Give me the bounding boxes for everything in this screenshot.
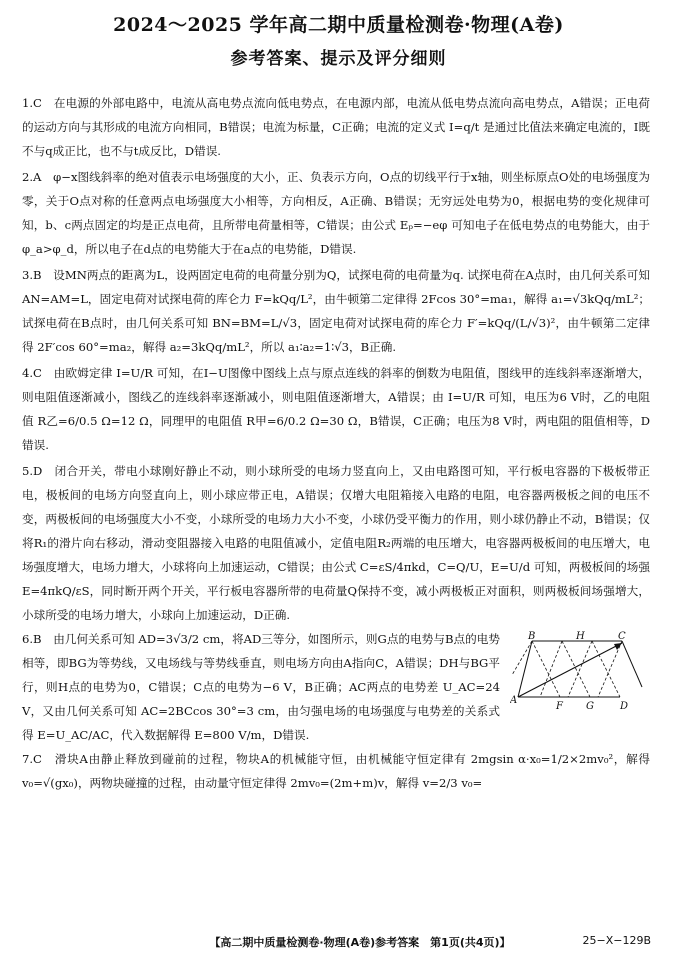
question-3: 3.B 设MN两点的距离为L，设两固定电荷的电荷量分别为Q，试探电荷的电荷量为q. 试探电荷在A点时，由几何关系可知 AN=AM=L，固定电荷对试探电荷的库仑力 F=kQq/L²，由牛顿第二定律得 2Fcos 30°=ma₁，解得 a₁=√3kQq/mL²；试探电荷在B点时，由几何关系可知 BN=BM=L/√3，固定电荷对试探电荷的库仑力 F′=kQq/(L/√3)²，由牛顿第二定律得 2F′cos 60°=ma₂，解得 a₂=3kQq/mL²，所以 a₁∶a₂=1∶√3，B正确. — [22, 268, 650, 354]
edge-ab — [518, 641, 532, 697]
label-h: H — [576, 631, 585, 642]
geometry-figure — [510, 631, 650, 713]
label-g: G — [586, 701, 594, 712]
dashed-line-4 — [512, 641, 532, 675]
label-a: A — [510, 695, 518, 706]
question-6-block — [22, 627, 650, 747]
label-f: F — [556, 701, 563, 712]
label-b: B — [528, 631, 536, 642]
answer-content — [22, 91, 650, 795]
edge-cd — [622, 641, 642, 687]
dashed-line-5 — [540, 641, 562, 697]
label-d: D — [620, 701, 629, 712]
page-title: 2024～2025 学年高二期中质量检测卷·物理(A卷) — [113, 14, 564, 36]
question-4: 4.C 由欧姆定律 I=U/R 可知，在I−U图像中图线上点与原点连线的斜率的倒数为电阻值，图线甲的连线斜率逐渐增大，则电阻值逐渐减小，图线乙的连线斜率逐渐减小，则电阻值逐渐增大，A错误；由 I=U/R 可知，电压为6 V时，乙的电阻值 R乙=6/0.5 Ω=12 Ω，同理甲的电阻值 R甲=6/0.2 Ω=30 Ω，B错误，C正确；电压为8 V时，两电阻的阻值相等，D错误. — [22, 366, 650, 452]
page-subtitle: 参考答案、提示及评分细则 — [230, 49, 447, 69]
question-6: 6.B 由几何关系可知 AD=3√3/2 cm，将AD三等分，如图所示，则G点的电势与B点的电势相等，即BG为等势线，又电场线与等势线垂直，则电场方向由A指向C，A错误；DH与BG平行，则H点的电势为0，C错误；C点的电势为−6 V，B正确；AC两点的电势差 U_AC=24 V，又由几何关系可知 AC=2BCcos 30°=3 cm，由匀强电场的电场强度与电势差的关系式得 E=U_AC/AC，代入数据解得 E=800 V/m，D错误. — [22, 632, 500, 742]
question-5: 5.D 闭合开关，带电小球刚好静止不动，则小球所受的电场力竖直向上，又由电路图可知，平行板电容器的下极板带正电，极板间的电场方向竖直向上，则小球应带正电，A错误；仅增大电阻箱接入电路的电阻，电容器两极板之间的电压不变，两极板间的电场强度大小不变，小球所受的电场力大小不变，小球仍受平衡力的作用，则小球仍静止不动，B错误；仅将R₁的滑片向右移动，滑动变阻器接入电路的电阻值减小，定值电阻R₂两端的电压增大，电容器两极板间的电压增大，电场强度增大，电场力增大，小球将向上加速运动，C错误；由公式 C=εS/4πkd，C=Q/U，E=U/d 可知，两极板间的场强 E=4πkQ/εS，同时断开两个开关，平行板电容器所带的电荷量Q保持不变，减小两极板正对面积，则两极板间场强增大，小球所受的电场力增大，小球向上加速运动，D正确. — [22, 464, 650, 622]
dashed-line-1 — [532, 641, 560, 697]
question-1: 1.C 在电源的外部电路中，电流从高电势点流向低电势点，在电源内部，电流从低电势点流向高电势点，A错误；正电荷的运动方向与其形成的电流方向相同，B错误；电流为标量，C正确；电流的定义式 I=q/t 是通过比值法来确定电流的，I既不与q成正比，也不与t成反比，D错误. — [22, 96, 650, 158]
footer-code: 25−X−129B — [582, 934, 651, 947]
question-2: 2.A φ−x图线斜率的绝对值表示电场强度的大小，正、负表示方向，O点的切线平行于x轴，则坐标原点O处的电场强度为零，关于O点对称的任意两点电场强度大小相等，方向相反，A正确、B错误；无穷远处电势为0，根据电势的变化规律可知，b、c两点固定的均是正点电荷，且所带电荷量相等，C错误；由公式 Eₚ=−eφ 可知电子在低电势点的电势能大，由于 φ_a>φ_d，所以电子在d点的电势能大于在a点的电势能，D错误. — [22, 170, 650, 256]
dashed-line-2 — [562, 641, 590, 697]
footer-page-info: 【高二期中质量检测卷·物理(A卷)参考答案 第1页(共4页)】 — [209, 936, 511, 949]
question-7: 7.C 滑块A由静止释放到碰前的过程，物块A的机械能守恒，由机械能守恒定律有 2mgsin α·x₀=1/2×2mv₀²，解得 v₀=√(gx₀)，两物块碰撞的过程，由动量守恒定律得 2mv₀=(2m+m)v，解得 v=2/3 v₀= — [22, 752, 650, 790]
label-c: C — [618, 631, 626, 642]
dashed-line-3 — [592, 641, 620, 697]
